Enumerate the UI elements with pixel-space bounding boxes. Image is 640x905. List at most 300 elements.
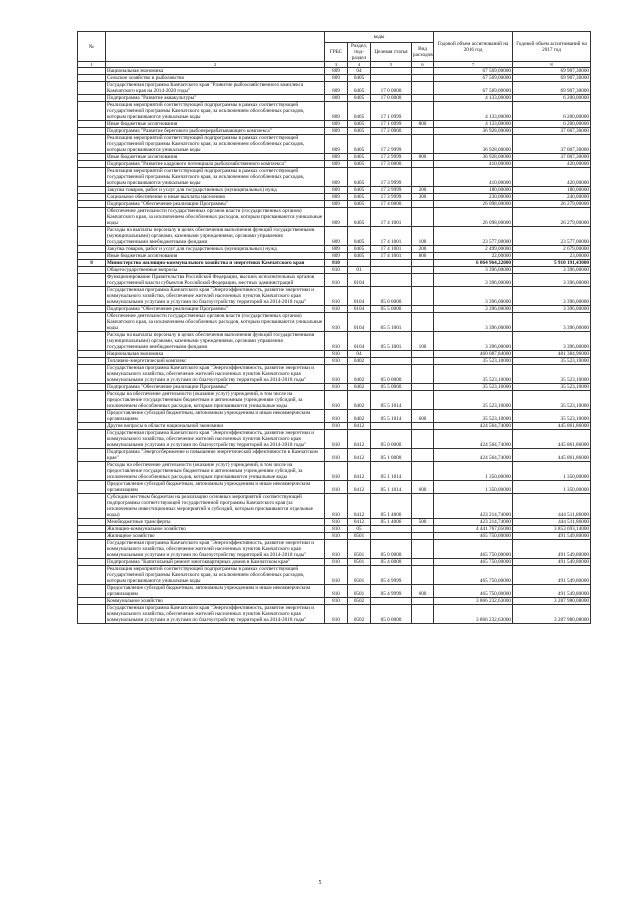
table-row <box>78 306 591 313</box>
table-row <box>78 253 591 260</box>
cell-grbs: 809 <box>325 154 348 161</box>
cell-no <box>78 313 106 332</box>
cell-y2017: 491 549,80000 <box>513 559 591 566</box>
cell-no <box>78 246 106 253</box>
cell-y2017: 26 279,00000 <box>513 201 591 208</box>
cell-grbs: 810 <box>325 267 348 274</box>
cell-y2017: 23 577,00000 <box>513 227 591 246</box>
table-row <box>78 540 591 559</box>
cell-no <box>78 540 106 559</box>
cell-y2016: 22,00000 <box>434 253 513 260</box>
cell-y2016: 1 350,00000 <box>434 481 513 494</box>
cell-y2016: 36 928,00000 <box>434 154 513 161</box>
cell-y2016: 230,00000 <box>434 194 513 201</box>
cell-target: 17 1 0999 <box>371 102 412 121</box>
cell-grbs: 810 <box>325 274 348 287</box>
header-type: Вид расходов <box>412 43 434 62</box>
cell-grbs: 810 <box>325 365 348 384</box>
table-row <box>78 121 591 128</box>
cell-section: 0501 <box>348 566 371 585</box>
cell-section: 0405 <box>348 208 371 227</box>
cell-name: Субсидии местным бюджетам на реализацию основных мероприятий соответствующей подпрограммы соответствующей государственной программы Камчатского края (за исключением инвестиционных мероприятий и субсидий, которым присваиваются отдельные коды) <box>106 494 325 519</box>
cell-section: 0412 <box>348 423 371 430</box>
cell-y2016: 424 564,74000 <box>434 449 513 462</box>
cell-grbs: 810 <box>325 449 348 462</box>
cell-grbs: 810 <box>325 462 348 481</box>
cell-y2016: 3 396,00000 <box>434 287 513 306</box>
cell-grbs: 810 <box>325 605 348 624</box>
cell-type <box>412 75 434 82</box>
cell-no <box>78 201 106 208</box>
cell-y2016: 465 750,00000 <box>434 585 513 598</box>
table-row <box>78 481 591 494</box>
cell-no <box>78 598 106 605</box>
cell-y2017: 1 350,00000 <box>513 462 591 481</box>
cell-no <box>78 423 106 430</box>
cell-y2017: 2 679,00000 <box>513 246 591 253</box>
cell-name: Жилищное хозяйство <box>106 533 325 540</box>
cell-no <box>78 253 106 260</box>
cell-y2016: 35 523,10000 <box>434 410 513 423</box>
cell-target: 05 5 0000 <box>371 384 412 391</box>
cell-type <box>412 423 434 430</box>
table-row <box>78 365 591 384</box>
cell-no <box>78 121 106 128</box>
cell-section: 0405 <box>348 227 371 246</box>
cell-target: 05 0 0000 <box>371 605 412 624</box>
cell-name: Подпрограмма "Энергосбережение и повышение энергетической эффективности в Камчатском крае" <box>106 449 325 462</box>
cell-type <box>412 274 434 287</box>
cell-no <box>78 274 106 287</box>
cell-name: Расходы на выплаты персоналу в целях обеспечения выполнения функций государственными (муниципальными) органами, казенными учреждениями, органами управления государственными внебюджетными фондами <box>106 332 325 351</box>
cell-target: 05 5 1014 <box>371 410 412 423</box>
cell-y2017: 26 279,00000 <box>513 208 591 227</box>
cell-y2016: 460 087,84000 <box>434 351 513 358</box>
cell-type <box>412 287 434 306</box>
header-codes: коды <box>325 32 434 43</box>
table-row <box>78 449 591 462</box>
cell-no <box>78 194 106 201</box>
cell-section: 0501 <box>348 533 371 540</box>
cell-y2017: 35 523,10000 <box>513 391 591 410</box>
cell-target <box>371 598 412 605</box>
cell-name: Государственная программа Камчатского края "Энергоэффективность, развитие энергетики и коммунального хозяйства, обеспечение жителей населенных пунктов Камчатского края коммунальными услугами и услугами по благоустройству территорий на 2014-2018 годы" <box>106 287 325 306</box>
cell-section: 0405 <box>348 161 371 168</box>
cell-grbs: 809 <box>325 102 348 121</box>
cell-type <box>412 566 434 585</box>
cell-type: 600 <box>412 410 434 423</box>
cell-grbs: 810 <box>325 526 348 533</box>
column-number: 6 <box>412 62 434 68</box>
cell-type: 500 <box>412 519 434 526</box>
table-row <box>78 154 591 161</box>
cell-name: Расходы на обеспечение деятельности (оказание услуг) учреждений, в том числе на предоставление государственным бюджетным и автономным учреждениям субсидий, за исключением обособленных расходов, которым присваиваются уникальные коды <box>106 391 325 410</box>
cell-no <box>78 559 106 566</box>
cell-y2017: 35 523,10000 <box>513 410 591 423</box>
cell-name: Жилищно-коммунальное хозяйство <box>106 526 325 533</box>
column-number: 7 <box>434 62 513 68</box>
cell-target: 05 4 9999 <box>371 566 412 585</box>
cell-grbs: 809 <box>325 246 348 253</box>
cell-no <box>78 68 106 75</box>
cell-section: 0405 <box>348 102 371 121</box>
cell-type: 600 <box>412 585 434 598</box>
header-section: Раздел, под-раздел <box>348 43 371 62</box>
cell-target: 05 1 4006 <box>371 494 412 519</box>
cell-grbs: 810 <box>325 287 348 306</box>
cell-no <box>78 82 106 95</box>
column-number: 3 <box>325 62 348 68</box>
cell-name: Межбюджетные трансферты <box>106 519 325 526</box>
cell-grbs: 809 <box>325 68 348 75</box>
cell-y2017: 69 907,30000 <box>513 82 591 95</box>
cell-target: 05 1 1014 <box>371 462 412 481</box>
cell-no <box>78 519 106 526</box>
cell-target: 05 0 0000 <box>371 287 412 306</box>
cell-y2017: 3 287 980,08000 <box>513 605 591 624</box>
cell-name: Обеспечение деятельности государственных органов власти (государственных органов) Камчатского края, за исключением обособленных расходов, которым присваиваются уникальные коды <box>106 313 325 332</box>
cell-section: 0502 <box>348 605 371 624</box>
cell-section: 0412 <box>348 494 371 519</box>
cell-y2017: 3 396,00000 <box>513 274 591 287</box>
cell-type: 800 <box>412 121 434 128</box>
cell-y2017: 37 007,30000 <box>513 135 591 154</box>
table-row <box>78 332 591 351</box>
cell-type <box>412 260 434 267</box>
cell-y2017: 6 200,00000 <box>513 121 591 128</box>
cell-grbs: 810 <box>325 598 348 605</box>
cell-type: 300 <box>412 194 434 201</box>
table-row <box>78 559 591 566</box>
cell-y2017: 491 549,80000 <box>513 540 591 559</box>
cell-y2016: 180,00000 <box>434 187 513 194</box>
cell-type <box>412 128 434 135</box>
cell-section: 0405 <box>348 154 371 161</box>
cell-y2016: 26 098,00000 <box>434 201 513 208</box>
cell-type <box>412 365 434 384</box>
cell-name: Реализация мероприятий соответствующей подпрограммы в рамках соответствующей государственной программы Камчатского края, за исключением обособленных расходов, которым присваиваются уникальные коды <box>106 566 325 585</box>
cell-grbs: 810 <box>325 566 348 585</box>
cell-y2016: 465 750,00000 <box>434 540 513 559</box>
table-row <box>78 82 591 95</box>
cell-no <box>78 227 106 246</box>
cell-target: 17 1 0999 <box>371 121 412 128</box>
cell-no <box>78 95 106 102</box>
cell-grbs: 810 <box>325 494 348 519</box>
cell-grbs: 809 <box>325 194 348 201</box>
cell-y2017: 445 861,86000 <box>513 423 591 430</box>
cell-y2017: 3 396,00000 <box>513 306 591 313</box>
cell-type <box>412 449 434 462</box>
cell-name: Расходы на обеспечение деятельности (оказание услуг) учреждений, в том числе на предоставление государственным бюджетным и автономным учреждениям субсидий, за исключением обособленных расходов, которым присваиваются уникальные коды <box>106 462 325 481</box>
cell-y2017: 35 523,10000 <box>513 365 591 384</box>
cell-name: Подпрограмма "Развитие кадрового потенциала рыбохозяйственного комплекса" <box>106 161 325 168</box>
cell-y2017: 444 511,86000 <box>513 519 591 526</box>
cell-grbs: 809 <box>325 135 348 154</box>
cell-section: 0412 <box>348 519 371 526</box>
table-row <box>78 423 591 430</box>
cell-grbs: 810 <box>325 533 348 540</box>
table-row <box>78 68 591 75</box>
cell-y2016: 26 098,00000 <box>434 208 513 227</box>
cell-type: 100 <box>412 332 434 351</box>
cell-name: Другие вопросы в области национальной экономики <box>106 423 325 430</box>
cell-target: 05 5 0000 <box>371 306 412 313</box>
cell-type <box>412 267 434 274</box>
table-row <box>78 246 591 253</box>
cell-target <box>371 260 412 267</box>
table-row <box>78 274 591 287</box>
cell-grbs: 809 <box>325 161 348 168</box>
cell-y2017: 1 350,00000 <box>513 481 591 494</box>
cell-target: 05 5 1001 <box>371 313 412 332</box>
cell-type <box>412 161 434 168</box>
cell-section: 0104 <box>348 332 371 351</box>
cell-y2017: 35 523,10000 <box>513 358 591 365</box>
cell-grbs: 809 <box>325 208 348 227</box>
cell-y2016: 3 396,00000 <box>434 306 513 313</box>
cell-target: 17 3 9999 <box>371 168 412 187</box>
cell-grbs: 810 <box>325 540 348 559</box>
table-row <box>78 526 591 533</box>
cell-section: 0412 <box>348 481 371 494</box>
cell-y2017: 491 549,80000 <box>513 566 591 585</box>
cell-grbs: 809 <box>325 121 348 128</box>
cell-name: Иные бюджетные ассигнования <box>106 121 325 128</box>
cell-y2017: 3 287 980,08000 <box>513 598 591 605</box>
cell-section: 0402 <box>348 365 371 384</box>
cell-section: 0402 <box>348 391 371 410</box>
column-number: 5 <box>371 62 412 68</box>
cell-name: Государственная программа Камчатского края "Развитие рыбохозяйственного комплекса Камчатского края на 2014-2020 годы" <box>106 82 325 95</box>
cell-y2016: 6 064 964,22000 <box>434 260 513 267</box>
cell-no <box>78 481 106 494</box>
cell-name: Национальная экономика <box>106 68 325 75</box>
cell-grbs: 810 <box>325 384 348 391</box>
cell-name: Реализация мероприятий соответствующей подпрограммы в рамках соответствующей государственной программы Камчатского края, за исключением обособленных расходов, которым присваиваются уникальные коды <box>106 102 325 121</box>
cell-section <box>348 260 371 267</box>
header-target: Целевая статья <box>371 43 412 62</box>
cell-y2017: 3 853 693,14000 <box>513 526 591 533</box>
cell-type <box>412 494 434 519</box>
table-body <box>78 68 591 624</box>
cell-name: Коммунальное хозяйство <box>106 598 325 605</box>
cell-y2017: 35 523,10000 <box>513 384 591 391</box>
cell-name: Предоставление субсидий бюджетным, автономным учреждениям и иным некоммерческим организациям <box>106 585 325 598</box>
cell-no <box>78 135 106 154</box>
cell-section: 0405 <box>348 187 371 194</box>
cell-section: 0402 <box>348 358 371 365</box>
cell-section: 0502 <box>348 598 371 605</box>
cell-type: 600 <box>412 481 434 494</box>
cell-y2017: 69 907,30000 <box>513 68 591 75</box>
table-row <box>78 566 591 585</box>
cell-y2016: 4 441 767,05000 <box>434 526 513 533</box>
cell-grbs: 810 <box>325 423 348 430</box>
cell-grbs: 809 <box>325 82 348 95</box>
cell-target: 17 2 9999 <box>371 135 412 154</box>
cell-name: Государственная программа Камчатского края "Энергоэффективность, развитие энергетики и коммунального хозяйства, обеспечение жителей населенных пунктов Камчатского края коммунальными услугами и услугами по благоустройству территорий на 2014-2018 годы" <box>106 430 325 449</box>
cell-y2017: 445 861,86000 <box>513 449 591 462</box>
cell-grbs: 809 <box>325 75 348 82</box>
cell-type <box>412 208 434 227</box>
cell-section: 01 <box>348 267 371 274</box>
cell-section: 0412 <box>348 462 371 481</box>
cell-y2016: 23 577,00000 <box>434 227 513 246</box>
cell-type <box>412 533 434 540</box>
cell-target: 17 3 9999 <box>371 194 412 201</box>
cell-y2016: 465 750,00000 <box>434 559 513 566</box>
cell-target: 17 4 0000 <box>371 201 412 208</box>
cell-section: 0405 <box>348 75 371 82</box>
cell-type <box>412 605 434 624</box>
cell-no <box>78 267 106 274</box>
cell-y2016: 35 523,10000 <box>434 365 513 384</box>
cell-y2016: 424 564,74000 <box>434 430 513 449</box>
cell-target: 17 4 1001 <box>371 227 412 246</box>
table-row <box>78 585 591 598</box>
cell-y2016: 3 396,00000 <box>434 332 513 351</box>
cell-grbs: 809 <box>325 128 348 135</box>
cell-grbs: 809 <box>325 95 348 102</box>
column-number: 2 <box>106 62 325 68</box>
cell-y2016: 35 523,10000 <box>434 384 513 391</box>
cell-y2016: 3 866 232,63000 <box>434 605 513 624</box>
cell-grbs: 810 <box>325 519 348 526</box>
cell-y2016: 67 569,00000 <box>434 82 513 95</box>
cell-no <box>78 526 106 533</box>
cell-target: 05 0 0000 <box>371 540 412 559</box>
cell-no <box>78 332 106 351</box>
cell-y2017: 491 549,80000 <box>513 533 591 540</box>
cell-y2017: 481 384,96000 <box>513 351 591 358</box>
cell-name: Закупка товаров, работ и услуг для государственных (муниципальных) нужд <box>106 187 325 194</box>
cell-no <box>78 533 106 540</box>
cell-grbs: 810 <box>325 410 348 423</box>
table-row <box>78 605 591 624</box>
cell-section: 0104 <box>348 274 371 287</box>
page-number: 5 <box>318 880 322 886</box>
cell-y2017: 491 549,80000 <box>513 585 591 598</box>
cell-type <box>412 135 434 154</box>
table-row <box>78 161 591 168</box>
table-row <box>78 201 591 208</box>
cell-y2016: 67 569,00000 <box>434 75 513 82</box>
cell-target: 17 3 9999 <box>371 187 412 194</box>
cell-y2016: 465 750,00000 <box>434 533 513 540</box>
cell-y2017: 37 007,30000 <box>513 154 591 161</box>
cell-section: 0104 <box>348 306 371 313</box>
table-row <box>78 95 591 102</box>
cell-no <box>78 154 106 161</box>
cell-type <box>412 598 434 605</box>
cell-y2016: 410,00000 <box>434 168 513 187</box>
cell-section: 0405 <box>348 168 371 187</box>
cell-no <box>78 384 106 391</box>
cell-type <box>412 351 434 358</box>
table-row <box>78 533 591 540</box>
cell-target: 17 3 0000 <box>371 161 412 168</box>
table-row <box>78 430 591 449</box>
cell-section: 0412 <box>348 430 371 449</box>
cell-target: 05 1 0000 <box>371 449 412 462</box>
cell-section: 0104 <box>348 313 371 332</box>
cell-type <box>412 559 434 566</box>
header-2016: Годовой объем ассигнований на 2016 год <box>434 32 513 62</box>
table-row <box>78 351 591 358</box>
cell-name: Национальная экономика <box>106 351 325 358</box>
cell-name: Государственная программа Камчатского края "Энергоэффективность, развитие энергетики и коммунального хозяйства, обеспечение жителей населенных пунктов Камчатского края коммунальными услугами и услугами по благоустройству территорий на 2014-2018 годы" <box>106 540 325 559</box>
cell-section: 0501 <box>348 559 371 566</box>
cell-type <box>412 82 434 95</box>
cell-target: 05 4 0000 <box>371 559 412 566</box>
cell-y2017: 420,00000 <box>513 161 591 168</box>
cell-name: Функционирование Правительства Российской Федерации, высших исполнительных органов государственной власти субъектов Российской Федерации, местных администраций <box>106 274 325 287</box>
cell-grbs: 809 <box>325 168 348 187</box>
cell-type <box>412 168 434 187</box>
cell-no <box>78 566 106 585</box>
cell-no <box>78 449 106 462</box>
cell-y2016: 67 569,00000 <box>434 68 513 75</box>
cell-y2016: 3 396,00000 <box>434 313 513 332</box>
cell-section: 0402 <box>348 410 371 423</box>
cell-no <box>78 187 106 194</box>
column-number: 1 <box>78 62 106 68</box>
cell-type <box>412 201 434 208</box>
cell-name: Государственная программа Камчатского края "Энергоэффективность, развитие энергетики и коммунального хозяйства, обеспечение жителей населенных пунктов Камчатского края коммунальными услугами и услугами по благоустройству территорий на 2014-2018 годы" <box>106 605 325 624</box>
table-row <box>78 313 591 332</box>
cell-type: 200 <box>412 246 434 253</box>
table-row <box>78 287 591 306</box>
cell-grbs: 810 <box>325 332 348 351</box>
cell-type <box>412 384 434 391</box>
cell-section: 05 <box>348 526 371 533</box>
cell-y2017: 444 511,86000 <box>513 494 591 519</box>
cell-target: 17 4 1001 <box>371 208 412 227</box>
column-number: 4 <box>348 62 371 68</box>
cell-section: 0402 <box>348 384 371 391</box>
header-no: № <box>78 32 106 62</box>
cell-grbs: 810 <box>325 430 348 449</box>
cell-section: 0405 <box>348 201 371 208</box>
cell-y2017: 240,00000 <box>513 194 591 201</box>
cell-type <box>412 391 434 410</box>
cell-name: Предоставление субсидий бюджетным, автономным учреждениям и иным некоммерческим организациям <box>106 481 325 494</box>
cell-name: Обеспечение деятельности государственных органов власти (государственных органов) Камчатского края, за исключением обособленных расходов, которым присваиваются уникальные коды <box>106 208 325 227</box>
cell-target: 05 0 0000 <box>371 430 412 449</box>
cell-no <box>78 430 106 449</box>
cell-y2017: 6 200,00000 <box>513 102 591 121</box>
cell-target: 05 5 1001 <box>371 332 412 351</box>
cell-name: Общегосударственные вопросы <box>106 267 325 274</box>
budget-document <box>77 31 590 624</box>
cell-no <box>78 161 106 168</box>
cell-grbs: 810 <box>325 481 348 494</box>
cell-target <box>371 533 412 540</box>
cell-y2017: 23,00000 <box>513 253 591 260</box>
table-row <box>78 494 591 519</box>
cell-target <box>371 267 412 274</box>
cell-section: 0405 <box>348 135 371 154</box>
table-row <box>78 102 591 121</box>
cell-name: Государственная программа Камчатского края "Энергоэффективность, развитие энергетики и коммунального хозяйства, обеспечение жителей населенных пунктов Камчатского края коммунальными услугами и услугами по благоустройству территорий на 2014-2018 годы" <box>106 365 325 384</box>
table-row <box>78 227 591 246</box>
cell-y2016: 3 866 232,63000 <box>434 598 513 605</box>
cell-no <box>78 410 106 423</box>
cell-y2016: 465 750,00000 <box>434 566 513 585</box>
cell-name: Сельское хозяйство и рыболовство <box>106 75 325 82</box>
table-row <box>78 128 591 135</box>
